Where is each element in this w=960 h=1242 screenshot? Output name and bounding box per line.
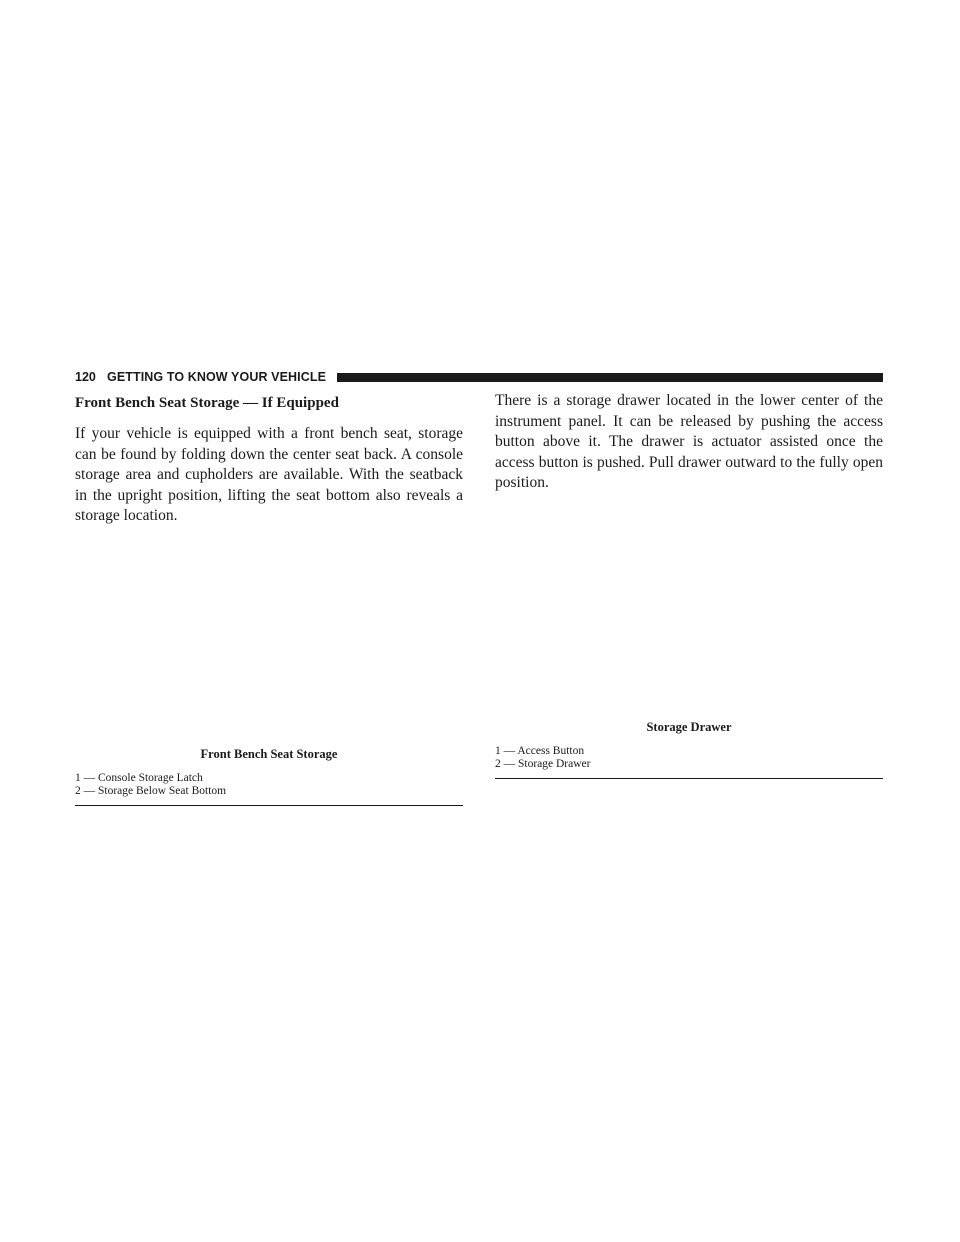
section-title: GETTING TO KNOW YOUR VEHICLE (107, 370, 327, 384)
left-column (75, 394, 463, 527)
legend-item: 2 — Storage Drawer (495, 758, 591, 770)
figure-caption-storage-drawer: Storage Drawer (646, 720, 732, 734)
legend-item: 1 — Console Storage Latch (75, 772, 203, 784)
left-paragraph: If your vehicle is equipped with a front bench seat, storage can be found by folding down the center seat back. A console storage area and cupholders are available. With the seatback in the upright position, lifting the seat bottom also reveals a storage location. (75, 425, 463, 524)
figure-caption-front-bench: Front Bench Seat Storage (200, 747, 338, 761)
legend-item: 1 — Access Button (495, 745, 585, 757)
right-paragraph: There is a storage drawer located in the lower center of the instrument panel. It can be released by pushing the access button above it. The drawer is actuator assisted once the access button is pushed. Pull drawer outward to the fully open position. (495, 392, 883, 491)
section-heading: Front Bench Seat Storage — If Equipped (75, 395, 339, 411)
figure-legend-storage-drawer (495, 745, 883, 771)
page-number: 120 (75, 370, 96, 384)
legend-item: 2 — Storage Below Seat Bottom (75, 785, 227, 797)
header-rule (337, 373, 883, 382)
page-header (75, 370, 883, 384)
right-column (495, 391, 883, 494)
figure-rule (495, 778, 883, 779)
figure-rule (75, 805, 463, 806)
figure-legend-front-bench (75, 772, 463, 798)
